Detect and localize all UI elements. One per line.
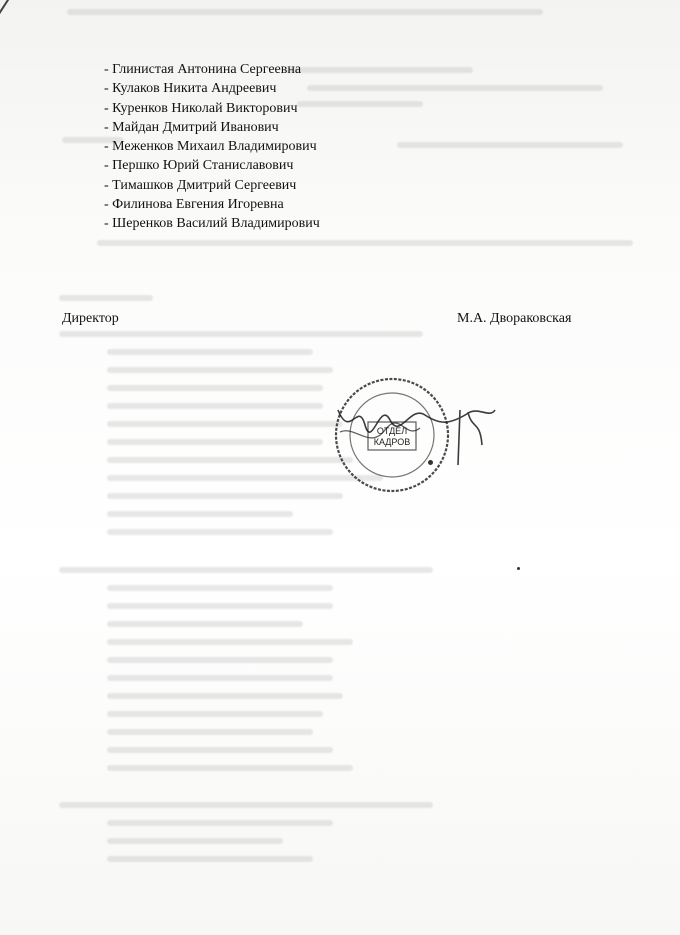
stamp-center-text-1: ОТДЕЛ [376, 426, 408, 436]
ink-speck [517, 567, 520, 570]
list-item: - Меженков Михаил Владимирович [104, 139, 317, 155]
signature-role: Директор [62, 311, 119, 326]
ink-speck [428, 460, 433, 465]
list-item: - Тимашков Дмитрий Сергеевич [104, 177, 297, 193]
stamp-center-text-2: КАДРОВ [373, 437, 411, 447]
list-item: - Кулаков Никита Андреевич [104, 81, 277, 97]
employee-name-list [104, 60, 320, 234]
list-item: - Шеренков Василий Владимирович [104, 216, 320, 232]
list-item: - Першко Юрий Станиславович [104, 158, 294, 174]
list-item: - Куренков Николай Викторович [104, 100, 298, 116]
list-item: - Глинистая Антонина Сергеевна [104, 62, 302, 77]
signature-name: М.А. Двораковская [457, 311, 572, 326]
official-stamp [330, 370, 510, 500]
list-item: - Майдан Дмитрий Иванович [104, 119, 279, 135]
list-item: - Филинова Евгения Игоревна [104, 197, 284, 213]
